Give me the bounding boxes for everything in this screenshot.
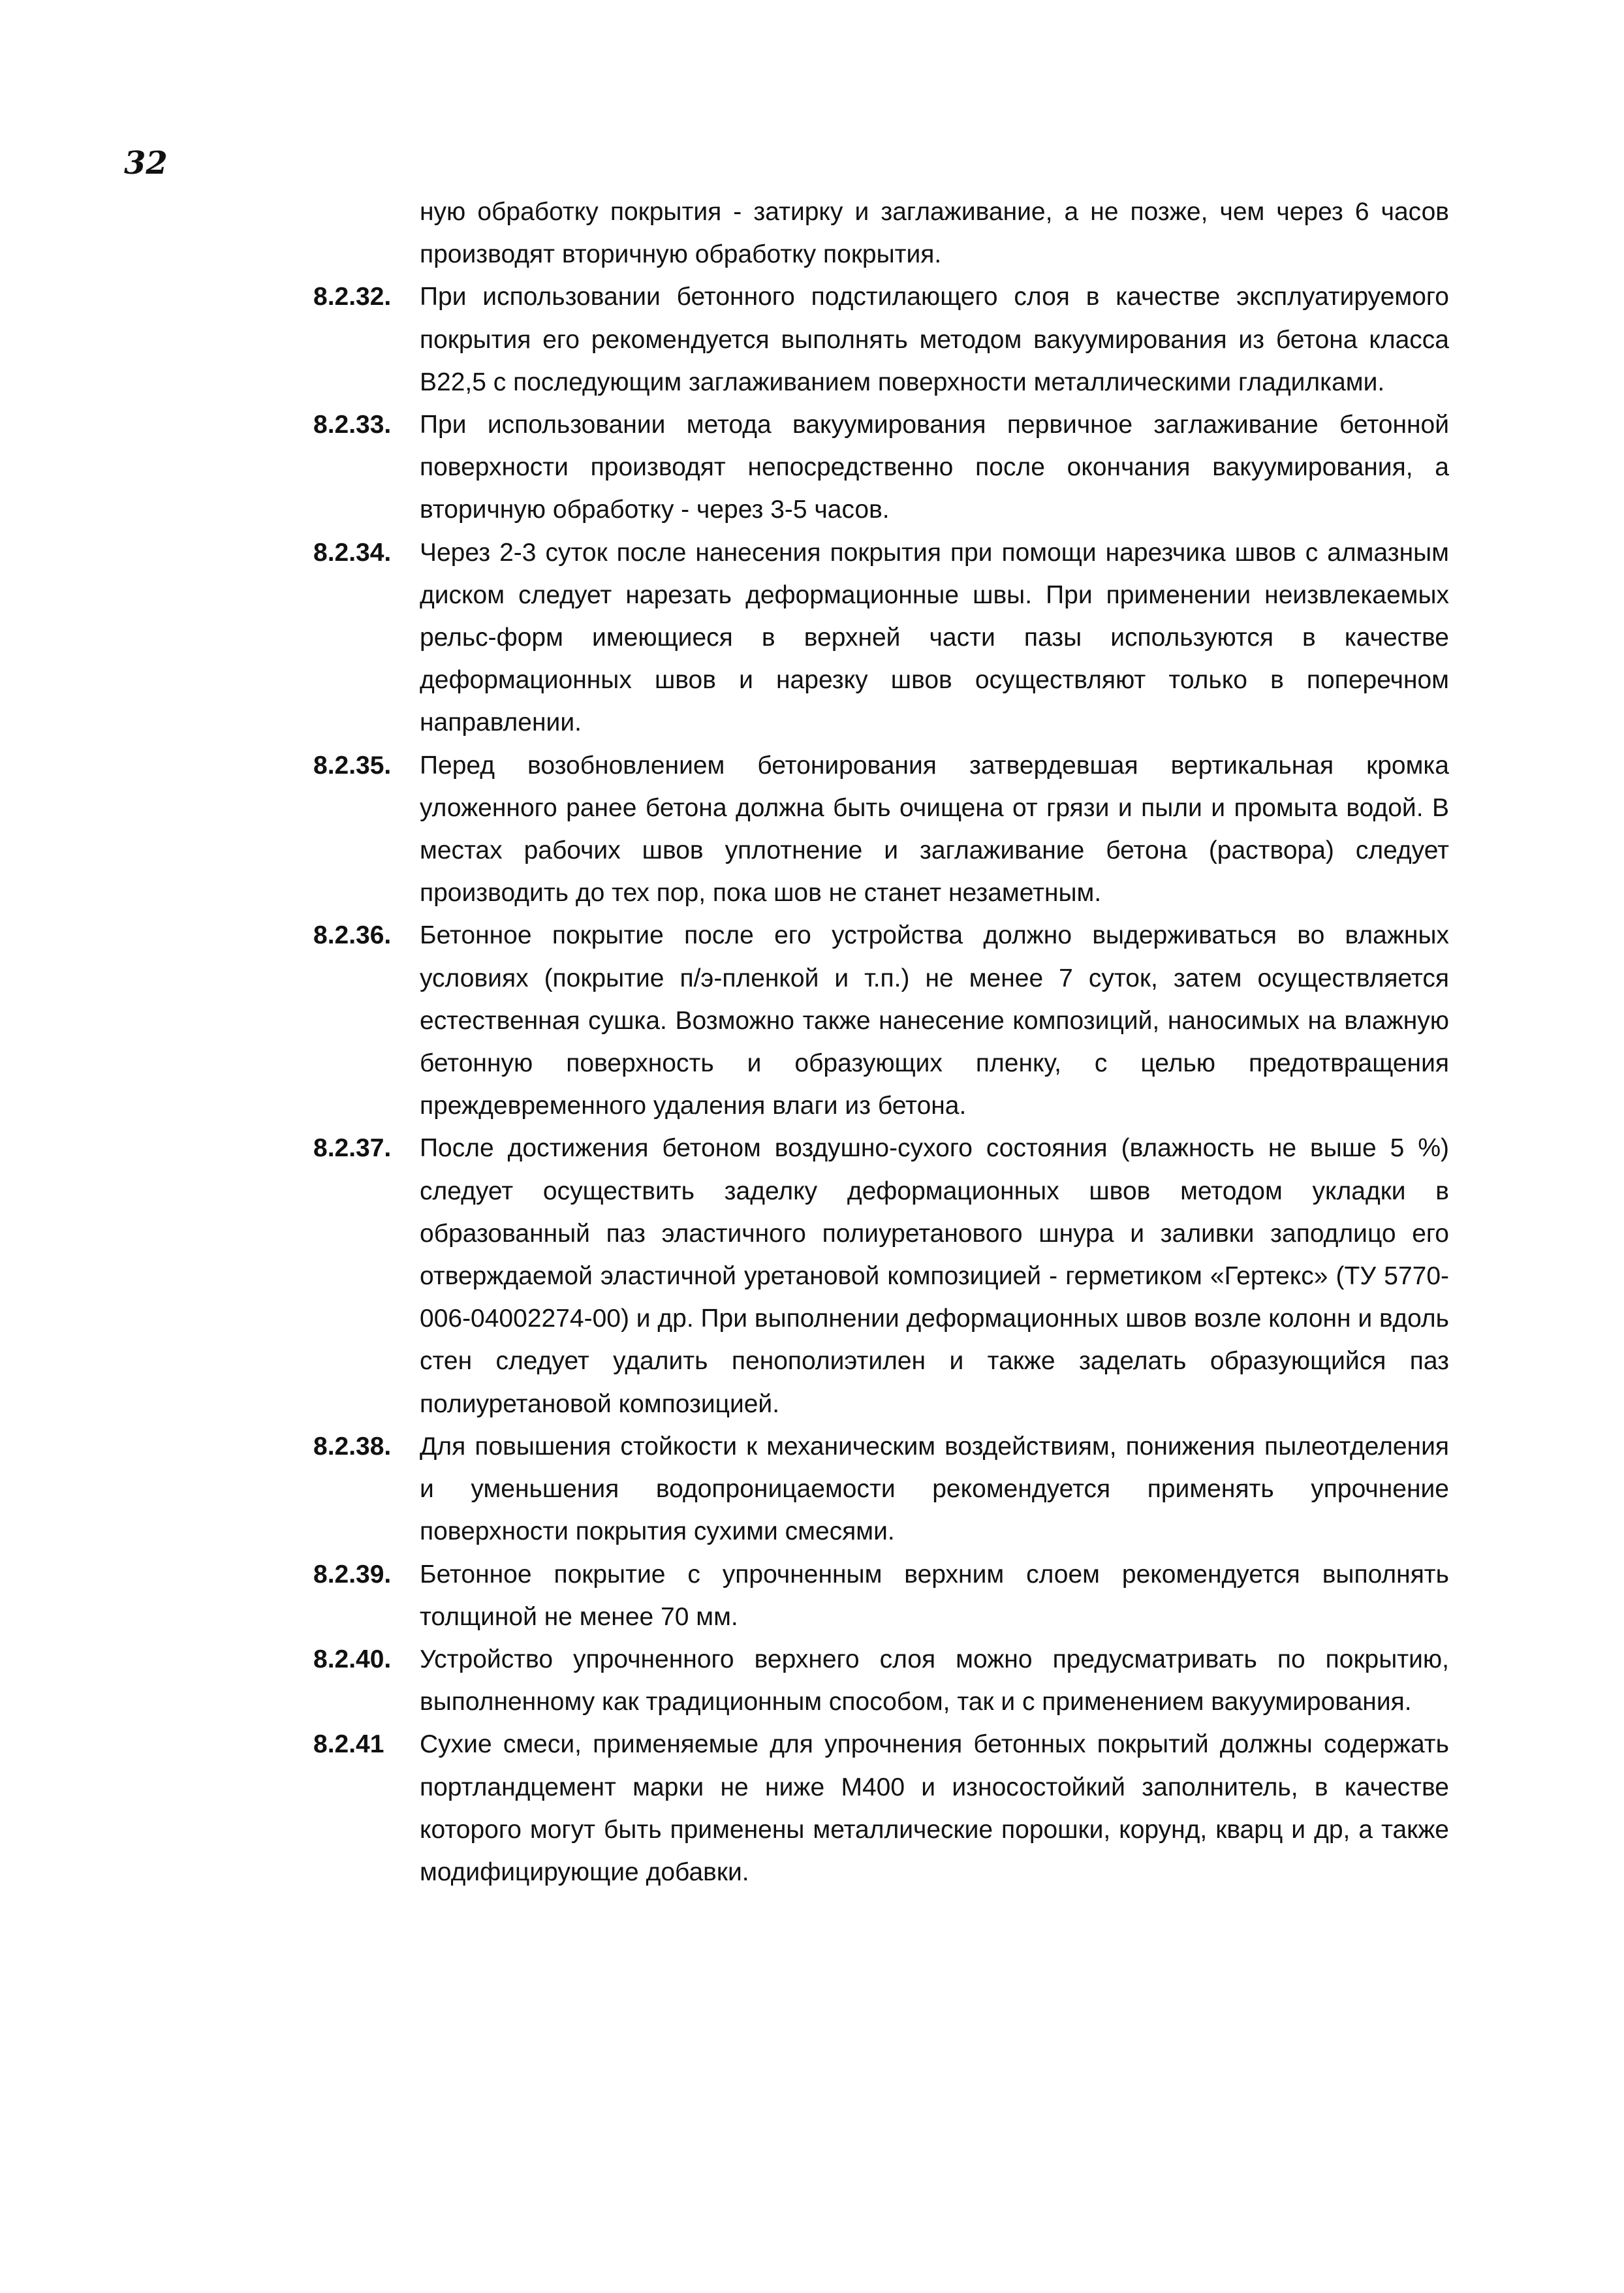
clause-text: Перед возобновлением бетонирования затвердевшая вертикальная кромка уложенного ранее бетона должна быть очищена от грязи и пыли и промыта водой. В местах рабочих швов уплотнение и заглаживание бетона (раствора) следует производить до тех пор, пока шов не станет незаметным.	[420, 751, 1449, 908]
clause-number: 8.2.36.	[313, 921, 392, 950]
clause-8-2-41	[313, 1723, 1449, 1893]
clause-text: При использовании метода вакуумирования первичное заглаживание бетонной поверхности производят непосредственно после окончания вакуумирования, а вторичную обработку - через 3-5 часов.	[420, 411, 1449, 524]
clause-8-2-34	[313, 531, 1449, 744]
clause-text: Через 2-3 суток после нанесения покрытия при помощи нарезчика швов с алмазным диском следует нарезать деформационные швы. При применении неизвлекаемых рельс-форм имеющиеся в верхней части пазы используются в качестве деформационных швов и нарезку швов осуществляют только в поперечном направлении.	[420, 538, 1449, 737]
clause-8-2-36	[313, 914, 1449, 1127]
clause-text: Устройство упрочненного верхнего слоя можно предусматривать по покрытию, выполненному как традиционным способом, так и с применением вакуумирования.	[420, 1645, 1449, 1716]
clause-text: Бетонное покрытие после его устройства должно выдерживаться во влажных условиях (покрытие п/э-пленкой и т.п.) не менее 7 суток, затем осуществляется естественная сушка. Возможно также нанесение композиций, наносимых на влажную бетонную поверхность и образующих пленку, с целью предотвращения преждевременного удаления влаги из бетона.	[420, 921, 1449, 1120]
clause-number: 8.2.39.	[313, 1560, 392, 1589]
clause-8-2-33	[313, 403, 1449, 531]
page-number: 32	[124, 145, 168, 182]
clause-number: 8.2.38.	[313, 1432, 392, 1461]
clause-number: 8.2.35.	[313, 751, 392, 780]
clause-8-2-32	[313, 276, 1449, 403]
clause-text: Бетонное покрытие с упрочненным верхним слоем рекомендуется выполнять толщиной не менее 70 мм.	[420, 1560, 1449, 1631]
clause-number: 8.2.33.	[313, 411, 392, 439]
clause-8-2-40	[313, 1638, 1449, 1723]
clause-number: 8.2.34.	[313, 538, 392, 567]
clause-text: При использовании бетонного подстилающего слоя в качестве эксплуатируемого покрытия его рекомендуется выполнять методом вакуумирования из бетона класса В22,5 с последующим заглаживанием поверхности металлическими гладилками.	[420, 283, 1449, 396]
clause-number: 8.2.37.	[313, 1134, 392, 1163]
continued-paragraph: ную обработку покрытия - затирку и заглаживание, а не позже, чем через 6 часов производят вторичную обработку покрытия.	[420, 198, 1449, 269]
clause-text: Для повышения стойкости к механическим воздействиям, понижения пылеотделения и уменьшения водопроницаемости рекомендуется применять упрочнение поверхности покрытия сухими смесями.	[420, 1432, 1449, 1546]
clause-8-2-35	[313, 744, 1449, 915]
clause-number: 8.2.40.	[313, 1645, 392, 1673]
clause-text: После достижения бетоном воздушно-сухого состояния (влажность не выше 5 %) следует осуществить заделку деформационных швов методом укладки в образованный паз эластичного полиуретанового шнура и заливки заподлицо его отверждаемой эластичной уретановой композицией - герметиком «Гертекс» (ТУ 5770-006-04002274-00) и др. При выполнении деформационных швов возле колонн и вдоль стен следует удалить пенополиэтилен и также заделать образующийся паз полиуретановой композицией.	[420, 1134, 1449, 1418]
clause-number: 8.2.41	[313, 1730, 384, 1759]
clause-text: Сухие смеси, применяемые для упрочнения бетонных покрытий должны содержать портландцемент марки не ниже М400 и износостойкий заполнитель, в качестве которого могут быть применены металлические порошки, корунд, кварц и др, а также модифицирующие добавки.	[420, 1730, 1449, 1886]
clause-8-2-38	[313, 1425, 1449, 1553]
clause-8-2-39	[313, 1553, 1449, 1638]
clause-8-2-37	[313, 1127, 1449, 1425]
document-body	[313, 191, 1449, 1893]
clause-number: 8.2.32.	[313, 283, 392, 311]
